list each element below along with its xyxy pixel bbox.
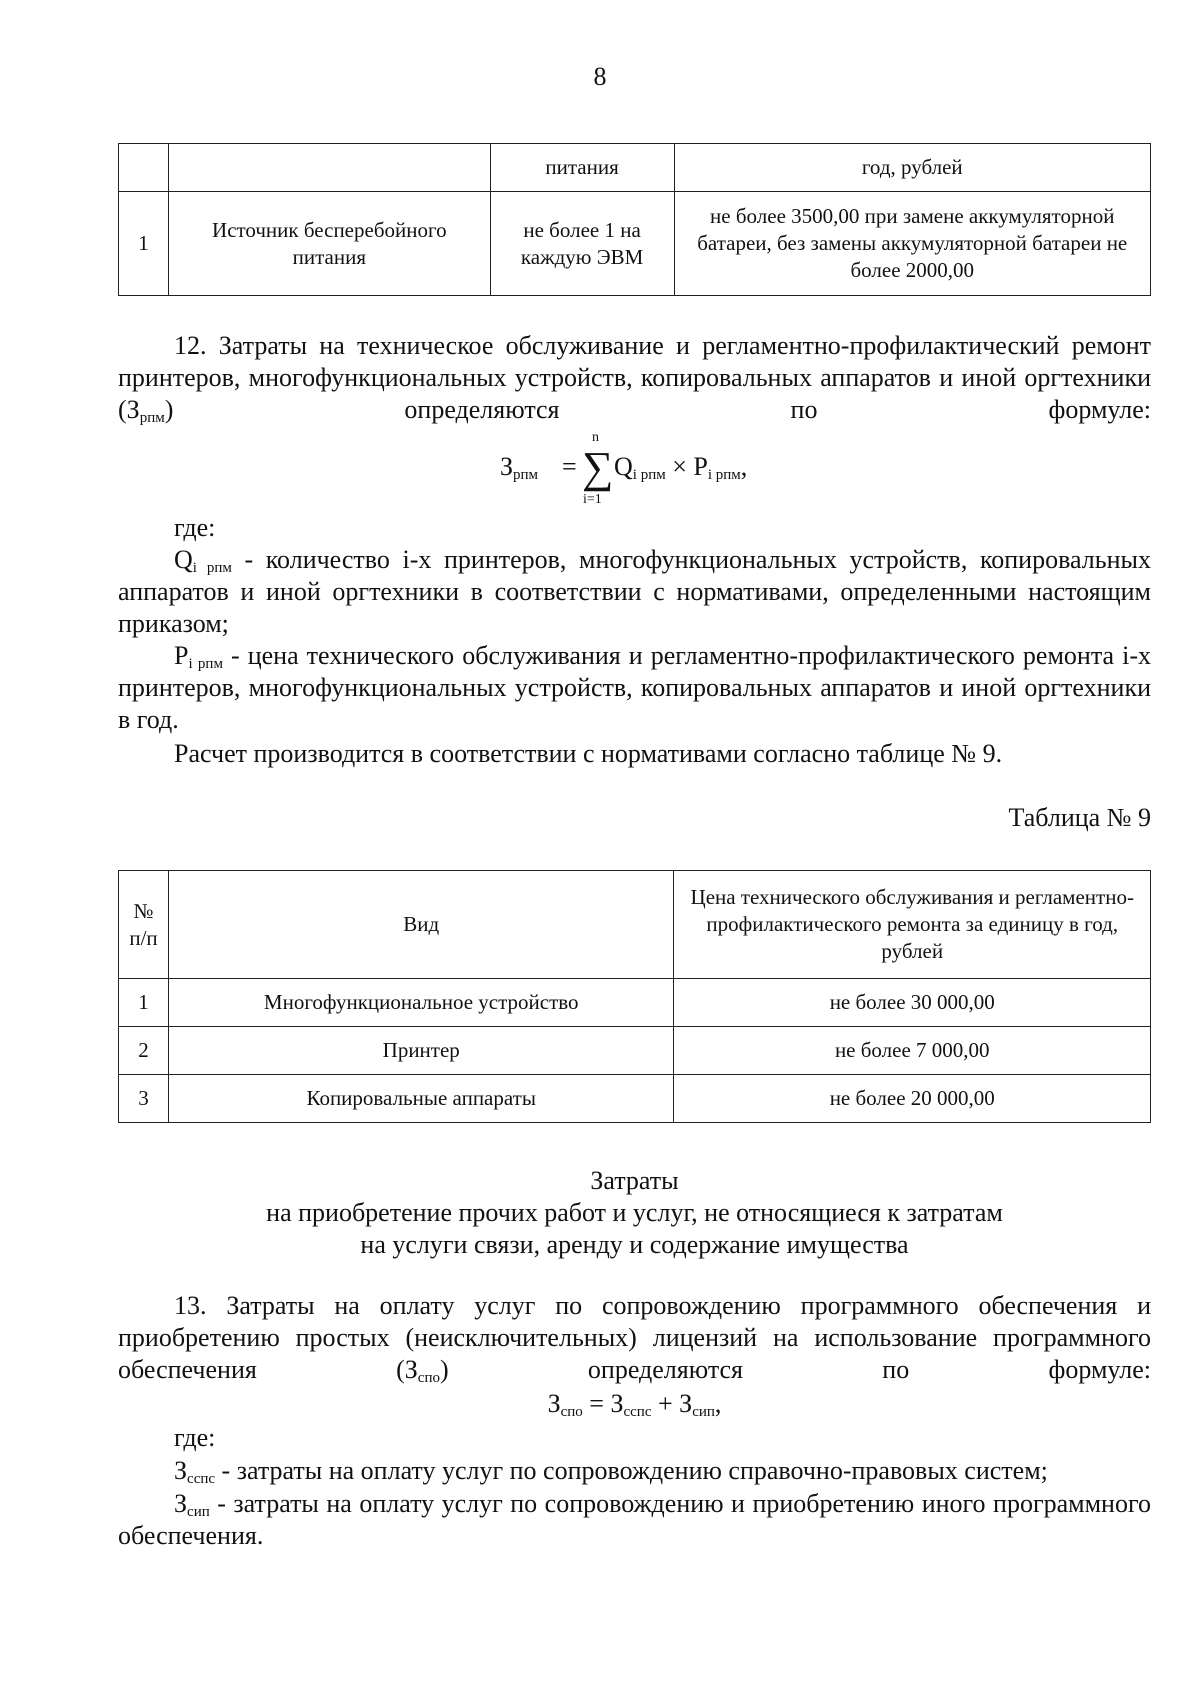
table-row [119, 192, 1151, 296]
table-cell: 3 [119, 1075, 169, 1123]
table-cell: 1 [119, 192, 169, 296]
formula-spo: $З_{спо} = З_{сспс} + З_{сип}$, [547, 1389, 722, 1420]
table-cell: не более 3500,00 при замене аккумуляторной батареи, без замены аккумуляторной батареи не более 2000,00 [674, 192, 1151, 296]
where-label-2: где: [174, 1423, 216, 1452]
table-9 [118, 870, 1151, 1123]
table-row [119, 1075, 1151, 1123]
table-cell: 1 [119, 979, 169, 1027]
table-row [119, 144, 1151, 192]
table-9-caption: Таблица № 9 [1008, 803, 1151, 832]
table-cell: 2 [119, 1027, 169, 1075]
table-cell: Копировальные аппараты [168, 1075, 674, 1123]
table-cell: Источник бесперебойного питания [168, 192, 490, 296]
table-cell: не более 7 000,00 [674, 1027, 1151, 1075]
section-heading-line-3: на услуги связи, аренду и содержание имущества [360, 1230, 909, 1259]
continued-table [118, 143, 1151, 296]
section-heading-line-1: Затраты [590, 1166, 679, 1195]
header-cell-price: Цена технического обслуживания и регламентно-профилактического ремонта за единицу в год, рублей [674, 871, 1151, 979]
header-cell-number: № п/п [119, 871, 169, 979]
table-cell: питания [490, 144, 674, 192]
sum-symbol: ∑ [582, 443, 614, 492]
table-cell: не более 20 000,00 [674, 1075, 1151, 1123]
table-cell: Многофункциональное устройство [168, 979, 674, 1027]
page-number: 8 [593, 62, 607, 91]
q-definition: $Q_{i рпм}$ - количество i-х принтеров, многофункциональных устройств, копировальных аппаратов и иной оргтехники в соответствии с нормативами, определенными настоящим приказом; [118, 545, 1151, 638]
section-12-paragraph: 12. Затраты на техническое обслуживание и регламентно-профилактический ремонт принтеров, многофункциональных устройств, копировальных аппаратов и иной оргтехники $(З_{рпм})$ определяются по формуле: [118, 331, 1151, 426]
calc-note: Расчет производится в соответствии с нормативами согласно таблице № 9. [174, 739, 1003, 768]
table-row [119, 1027, 1151, 1075]
sum-upper-limit: n [592, 430, 599, 445]
sum-lower-limit: i=1 [583, 492, 602, 507]
header-cell-type: Вид [168, 871, 674, 979]
where-label: где: [174, 513, 216, 542]
document-page: 8 питания год, рублей 1 Источник бесперебойного питания не более 1 на каждую ЭВМ не более 3500,00 при замене аккумуляторной батареи, без замены аккумуляторной батареи не более 2000,00 12. Затраты на техническое обслуживание и регламентно-профилактический ремонт принтеров, многофункциональных устройств, копировальных аппаратов и иной оргтехники $(З_{рпм})$ определяются по формуле: $З_{рпм}$ = n ∑ i=1 $Q_{i рпм} \times P_{i рпм}$, где: $Q_{i рпм}$ - количество i-х принтеров, многофункциональных устройств, копировальных аппаратов и иной оргтехники в соответствии с нормативами, определенными настоящим приказом; $P_{i рпм}$ - цена технического обслуживания и регламентно-профилактического ремонта i-х принтеров, многофункциональных устройств, копировальных аппаратов и иной оргтехники в год. Расчет производится в соответствии с нормативами согласно таблице № 9. Таблица № 9 № п/п Вид Цена технического обслуживания и регламентно-профилактического ремонта за единицу в год, рублей 1 Многофункциональное устройство не более 30 000,00 2 Принтер не более 7 000,00 3 Копировальные аппараты не более 20 000,00 Затраты на приобретение прочих работ и услуг, не относящиеся к затратам на услуги связи, аренду и содержание имущества 13. Затраты на оплату услуг по сопровождению программного обеспечения и приобретению простых (неисключительных) лицензий на использование программного обеспечения $(З_{спо})$ определяются по формуле: $З_{спо} = З_{сспс} + З_{сип}$, где: $З_{сспс}$ - затраты на оплату услуг по сопровождению справочно-правовых систем; $З_{сип}$ - затраты на оплату услуг по сопровождению и приобретению иного программного обеспечения. [0, 0, 1200, 1694]
section-13-paragraph: 13. Затраты на оплату услуг по сопровождению программного обеспечения и приобретению простых (неисключительных) лицензий на использование программного обеспечения $(З_{спо})$ определяются по формуле: [118, 1291, 1151, 1386]
table-cell: год, рублей [674, 144, 1151, 192]
table-cell: Принтер [168, 1027, 674, 1075]
ssps-definition: $З_{сспс}$ - затраты на оплату услуг по сопровождению справочно-правовых систем; [174, 1456, 1048, 1487]
table-cell [119, 144, 169, 192]
table-cell: не более 30 000,00 [674, 979, 1151, 1027]
p-definition: $P_{i рпм}$ - цена технического обслуживания и регламентно-профилактического ремонта i-х принтеров, многофункциональных устройств, копировальных аппаратов и иной оргтехники в год. [118, 641, 1151, 734]
table-cell: не более 1 на каждую ЭВМ [490, 192, 674, 296]
sip-definition: $З_{сип}$ - затраты на оплату услуг по сопровождению и приобретению иного программного обеспечения. [118, 1489, 1151, 1550]
table-row [119, 979, 1151, 1027]
table-header-row [119, 871, 1151, 979]
table-cell [168, 144, 490, 192]
section-heading-line-2: на приобретение прочих работ и услуг, не относящиеся к затратам [266, 1198, 1003, 1227]
